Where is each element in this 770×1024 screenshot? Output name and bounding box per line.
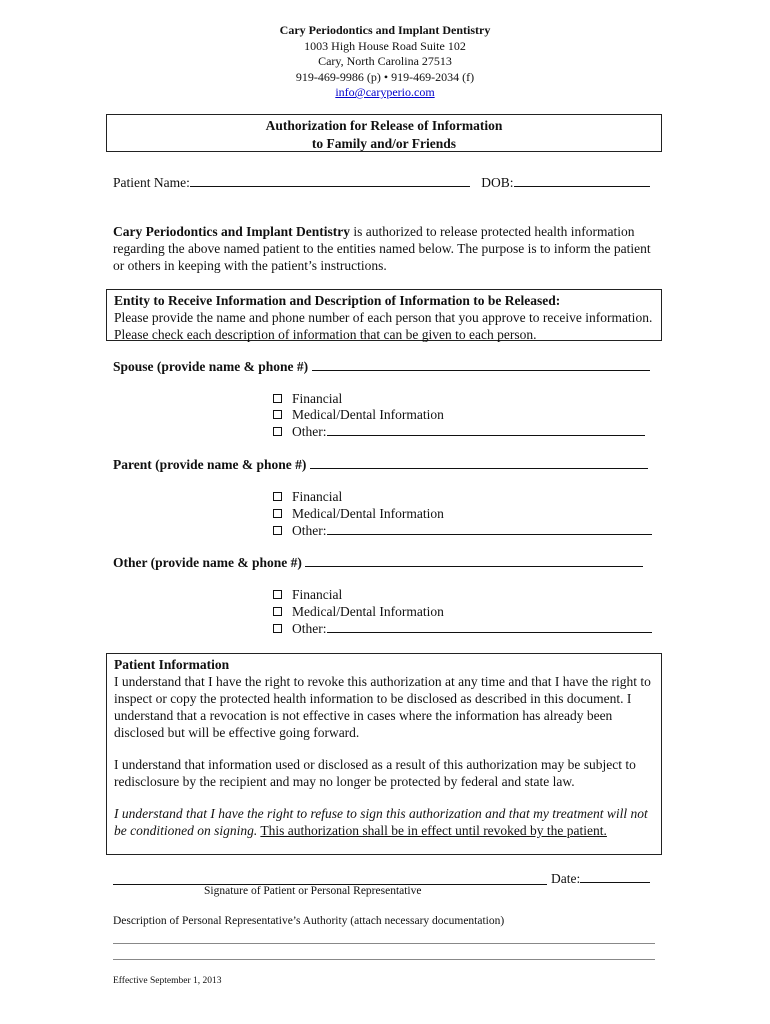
spouse-other[interactable] (273, 423, 645, 440)
checkbox[interactable] (273, 492, 282, 501)
checkbox[interactable] (273, 607, 282, 616)
title-line-2: to Family and/or Friends (311, 136, 457, 151)
parent-other-field[interactable] (327, 522, 652, 535)
other-field[interactable] (305, 554, 643, 567)
dob-label: DOB: (481, 175, 514, 190)
other-row (113, 554, 643, 571)
other-label: Other (provide name & phone #) (113, 555, 302, 570)
option-label: Other: (292, 424, 327, 439)
parent-label: Parent (provide name & phone #) (113, 457, 307, 472)
option-label: Financial (292, 489, 343, 504)
other-other-field[interactable] (327, 620, 652, 633)
title-line-1: Authorization for Release of Information (265, 118, 503, 133)
checkbox[interactable] (273, 394, 282, 403)
rep-authority-line-2[interactable] (113, 959, 655, 960)
signature-caption: Signature of Patient or Personal Representative (204, 885, 422, 897)
spouse-label: Spouse (provide name & phone #) (113, 359, 309, 374)
checkbox[interactable] (273, 427, 282, 436)
phone-fax: 919-469-9986 (p) • 919-469-2034 (f) (295, 69, 475, 84)
patient-name-field[interactable] (190, 174, 470, 187)
letterhead (0, 23, 770, 101)
option-label: Medical/Dental Information (292, 604, 444, 619)
address-line-1: 1003 High House Road Suite 102 (304, 38, 466, 53)
address-line-2: Cary, North Carolina 27513 (318, 54, 452, 68)
option-label: Medical/Dental Information (292, 407, 444, 422)
other-other[interactable] (273, 620, 652, 637)
checkbox[interactable] (273, 590, 282, 599)
refuse-statement: I understand that I have the right to refuse to sign this authorization and that my treatment will not be conditioned on signing. (114, 806, 648, 838)
date-row (551, 870, 650, 887)
entity-text: Please provide the name and phone number of each person that you approve to receive information. Please check each description of information that can be given to each person. (114, 310, 653, 342)
patient-info-p1: I understand that I have the right to revoke this authorization at any time and that I have the right to inspect or copy the protected health information to be disclosed as described in this document. I understand that a revocation is not effective in cases where the information has already been disclosed but will be effective going forward. (114, 674, 651, 740)
patient-name-label: Patient Name: (113, 175, 190, 190)
date-label: Date: (551, 871, 581, 886)
effective-statement: This authorization shall be in effect until revoked by the patient. (260, 823, 607, 838)
spouse-other-field[interactable] (327, 423, 645, 436)
patient-info-p3 (114, 805, 654, 839)
checkbox[interactable] (273, 410, 282, 419)
intro-text: is authorized to release protected health information regarding the above named patient to the entities named below. The purpose is to inform the patient or others in keeping with the patient’s instructions. (113, 224, 651, 273)
parent-row (113, 456, 648, 473)
intro-paragraph (113, 223, 653, 274)
patient-info-heading: Patient Information (114, 657, 230, 672)
checkbox[interactable] (273, 526, 282, 535)
dob-field[interactable] (514, 174, 650, 187)
option-label: Medical/Dental Information (292, 506, 444, 521)
option-label: Other: (292, 621, 327, 636)
option-label: Financial (292, 587, 343, 602)
parent-financial[interactable] (273, 489, 342, 505)
effective-date: Effective September 1, 2013 (113, 976, 222, 986)
intro-practice-name: Cary Periodontics and Implant Dentistry (113, 224, 350, 239)
practice-name: Cary Periodontics and Implant Dentistry (279, 23, 491, 37)
rep-authority-line-1[interactable] (113, 943, 655, 944)
parent-other[interactable] (273, 522, 652, 539)
parent-field[interactable] (310, 456, 648, 469)
date-field[interactable] (580, 870, 650, 883)
other-financial[interactable] (273, 587, 342, 603)
parent-medical[interactable] (273, 506, 444, 522)
patient-row (113, 174, 650, 191)
email-link[interactable]: info@caryperio.com (335, 85, 435, 99)
other-medical[interactable] (273, 604, 444, 620)
spouse-row (113, 358, 650, 375)
spouse-field[interactable] (312, 358, 650, 371)
form-title (106, 114, 662, 152)
spouse-medical[interactable] (273, 407, 444, 423)
patient-info-p2: I understand that information used or disclosed as a result of this authorization may be subject to redisclosure by the recipient and may no longer be protected by federal and state law. (114, 757, 636, 789)
entity-box (106, 289, 662, 341)
checkbox[interactable] (273, 509, 282, 518)
spouse-financial[interactable] (273, 391, 342, 407)
patient-information-box (106, 653, 662, 855)
checkbox[interactable] (273, 624, 282, 633)
option-label: Financial (292, 391, 343, 406)
rep-authority-label: Description of Personal Representative’s Authority (attach necessary documentation) (113, 915, 505, 927)
option-label: Other: (292, 523, 327, 538)
entity-heading: Entity to Receive Information and Description of Information to be Released: (114, 293, 561, 308)
